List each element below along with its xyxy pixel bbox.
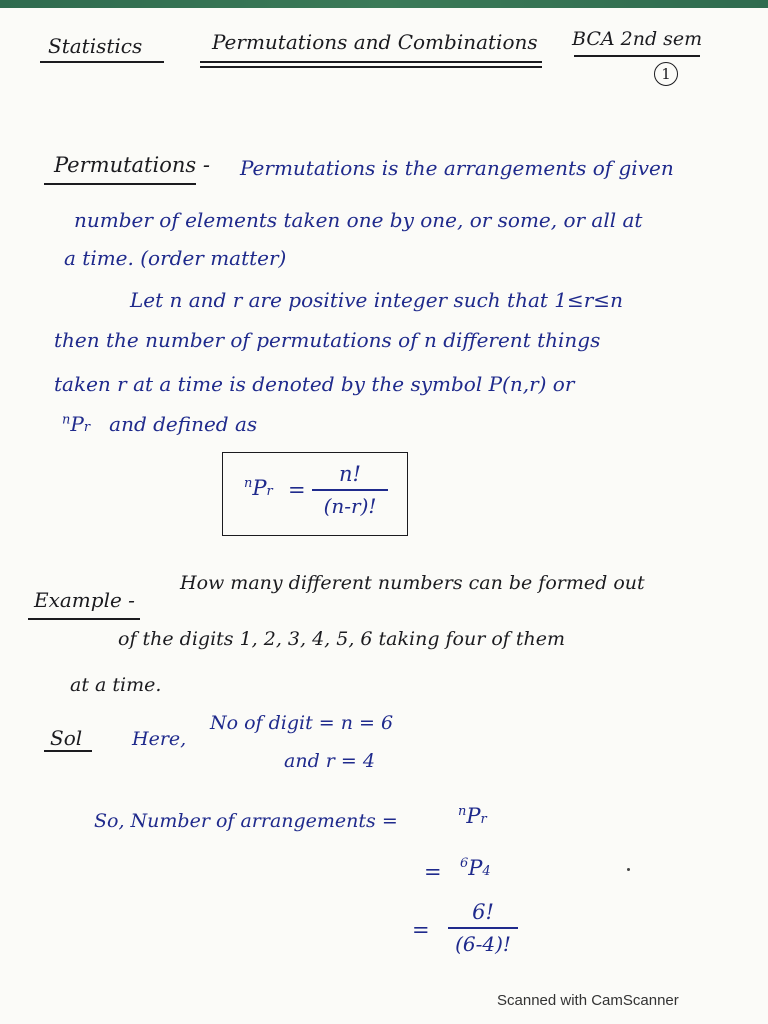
formula-denominator: (n-r)!: [323, 493, 377, 518]
example-line-2: of the digits 1, 2, 3, 4, 5, 6 taking four of them: [118, 628, 566, 650]
course-underline: [574, 55, 700, 57]
header-subject: Statistics: [48, 34, 143, 58]
step-1-p: P: [466, 804, 481, 828]
step-2-sup: 6: [460, 856, 469, 871]
solution-step-2-equals: =: [424, 860, 442, 884]
solution-step-3-equals: =: [412, 918, 430, 942]
definition-heading-underline: [44, 183, 196, 185]
formula-fraction-bar: [312, 489, 388, 491]
definition-line-1: Permutations is the arrangements of given: [240, 156, 674, 180]
step-3-numerator: 6!: [472, 900, 494, 924]
definition-heading: Permutations -: [54, 153, 210, 177]
definition-line-2: number of elements taken one by one, or some, or all at: [74, 208, 643, 232]
solution-label: Sol: [50, 726, 83, 750]
subject-underline: [40, 61, 164, 63]
npr-symbol-p: P: [70, 412, 84, 436]
solution-here: Here,: [132, 728, 187, 750]
header-title: Permutations and Combinations: [212, 30, 538, 54]
header-course: BCA 2nd sem: [572, 28, 703, 50]
solution-step-2: [460, 856, 491, 880]
solution-so-line: So, Number of arrangements =: [94, 810, 398, 832]
title-underline-1: [200, 61, 542, 63]
step-3-denominator: (6-4)!: [455, 931, 511, 956]
formula-numerator: n!: [339, 462, 361, 486]
camscanner-footer: Scanned with CamScanner: [497, 992, 679, 1009]
example-line-1: How many different numbers can be formed out: [180, 572, 645, 594]
definition-line-6: taken r at a time is denoted by the symbol P(n,r) or: [54, 372, 575, 396]
solution-label-underline: [44, 750, 92, 752]
definition-line-5: then the number of permutations of n different things: [54, 328, 601, 352]
formula-lhs-sup: n: [244, 476, 253, 491]
formula-lhs-p: P: [252, 476, 267, 500]
page-number: 1: [654, 62, 678, 86]
solution-step-1: [458, 804, 487, 828]
npr-symbol-sub: r: [83, 420, 91, 435]
definition-line-3: a time. (order matter): [64, 246, 287, 270]
stray-dot: [627, 868, 630, 871]
example-line-3: at a time.: [70, 674, 162, 696]
step-1-sup: n: [458, 804, 467, 819]
step-2-sub: 4: [482, 864, 491, 879]
formula-lhs: [244, 476, 273, 500]
solution-step-3-fraction: [448, 900, 518, 956]
step-3-fraction-bar: [448, 927, 518, 929]
definition-line-7-text: and defined as: [109, 412, 258, 436]
definition-line-7: [62, 412, 257, 436]
solution-line-1: No of digit = n = 6: [210, 712, 394, 734]
page-top-edge: [0, 0, 768, 8]
formula-equals: =: [288, 478, 306, 502]
formula-lhs-sub: r: [266, 484, 273, 499]
formula-fraction: [312, 462, 388, 518]
example-label: Example -: [34, 588, 135, 612]
step-1-sub: r: [480, 812, 487, 827]
npr-symbol-sup: n: [62, 412, 71, 428]
step-2-p: P: [468, 856, 483, 880]
definition-line-4: Let n and r are positive integer such that 1≤r≤n: [130, 288, 623, 312]
solution-line-2: and r = 4: [284, 750, 375, 772]
title-underline-2: [200, 66, 542, 68]
example-label-underline: [28, 618, 140, 620]
